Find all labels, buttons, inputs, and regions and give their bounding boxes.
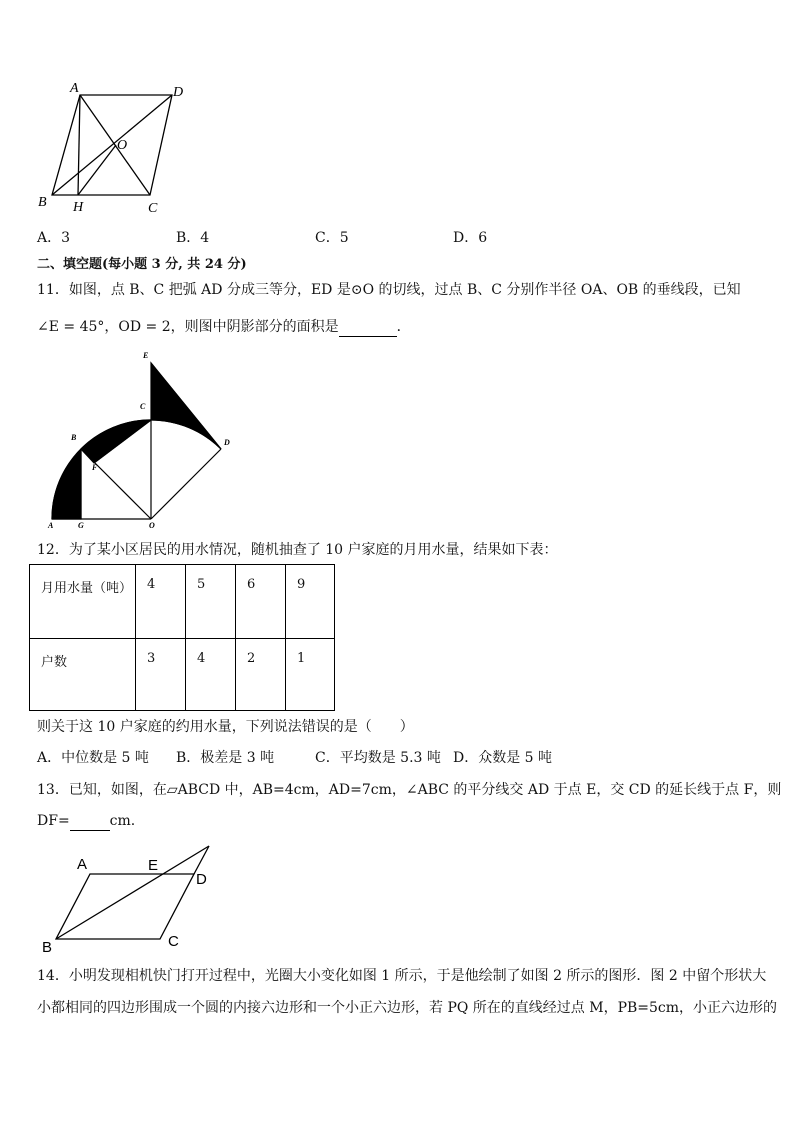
table-cell: 3 [136,639,186,711]
q10-option-a: A．3 [37,230,71,246]
q10-option-b: B．4 [176,230,210,246]
q10-figure [30,78,200,218]
table-row [30,565,335,639]
q11-label-c: C [140,402,146,411]
q14-line2: 小都相同的四边形围成一个圆的内接六边形和一个小正六边形，若 PQ 所在的直线经过点 M，PB=5cm，小正六边形的 [37,1000,778,1016]
q13-line2-end: cm. [109,813,136,829]
q11-line2 [37,317,411,337]
q12-question: 则关于这 10 户家庭的约用水量，下列说法错误的是（ ） [37,719,414,735]
q12-table [29,564,335,711]
q11-shade-left [52,449,81,519]
q13-label-c: C [168,933,179,950]
q14-line1: 14．小明发现相机快门打开过程中，光圈大小变化如图 1 所示，于是他绘制了如图 2 所示的图形．图 2 中留个形状大 [37,968,767,984]
q11-label-a: A [48,521,54,530]
q13-parallelogram [56,874,194,939]
table-row-header: 月用水量（吨） [30,565,136,639]
table-cell: 2 [236,639,286,711]
q12-stem: 12．为了某小区居民的用水情况，随机抽查了 10 户家庭的月用水量，结果如下表： [37,542,558,558]
q11-label-g: G [78,521,84,530]
q10-label-a: A [70,81,79,96]
q13-label-a: A [77,856,88,873]
q13-line1: 13．已知，如图，在▱ABCD 中，AB=4cm，AD=7cm，∠ABC 的平分线交 AD 于点 E，交 CD 的延长线于点 F，则 [37,782,782,798]
q11-label-d: D [224,438,230,447]
table-cell: 9 [286,565,335,639]
q10-label-c: C [148,201,158,216]
q13-label-e: E [148,857,159,874]
q12-option-d: D．众数是 5 吨 [453,750,553,766]
q11-line2-text: ∠E = 45°，OD = 2，则图中阴影部分的面积是 [37,319,339,335]
table-row [30,639,335,711]
q11-label-b: B [71,433,77,442]
q12-option-c: C．平均数是 5.3 吨 [315,750,441,766]
q13-label-b: B [42,939,53,956]
table-cell: 5 [186,565,236,639]
q10-altitude-ah [78,95,80,195]
table-cell: 6 [236,565,286,639]
q10-label-b: B [38,195,47,210]
q13-line2 [37,811,135,831]
section-heading: 二、填空题(每小题 3 分, 共 24 分) [37,257,247,272]
q11-label-e: E [143,351,149,360]
q10-label-h: H [73,200,84,215]
q10-label-o: O [117,138,128,153]
q11-answer-blank [339,320,397,337]
q10-option-c: C．5 [315,230,349,246]
q10-label-d: D [173,85,184,100]
q13-label-d: D [196,871,207,888]
q11-figure [40,348,240,533]
table-cell: 4 [136,565,186,639]
q10-diagonal-bd [52,95,172,195]
q13-answer-blank [70,814,110,831]
q13-line2-text: DF= [37,813,70,829]
q10-segment-oh [78,145,116,195]
q12-option-a: A．中位数是 5 吨 [37,750,149,766]
table-cell: 4 [186,639,236,711]
q10-option-d: D．6 [453,230,488,246]
q10-diagonal-ac [80,95,150,195]
table-cell: 1 [286,639,335,711]
q11-line2-end: ． [396,319,411,335]
table-row-header: 户数 [30,639,136,711]
q13-figure [38,840,228,956]
q11-label-o: O [149,521,155,530]
q11-label-f: F [92,463,98,472]
q11-line1: 11．如图，点 B、C 把弧 AD 分成三等分，ED 是⊙O 的切线，过点 B、C 分别作半径 OA、OB 的垂线段，已知 [37,282,741,298]
q12-option-b: B．极差是 3 吨 [176,750,275,766]
